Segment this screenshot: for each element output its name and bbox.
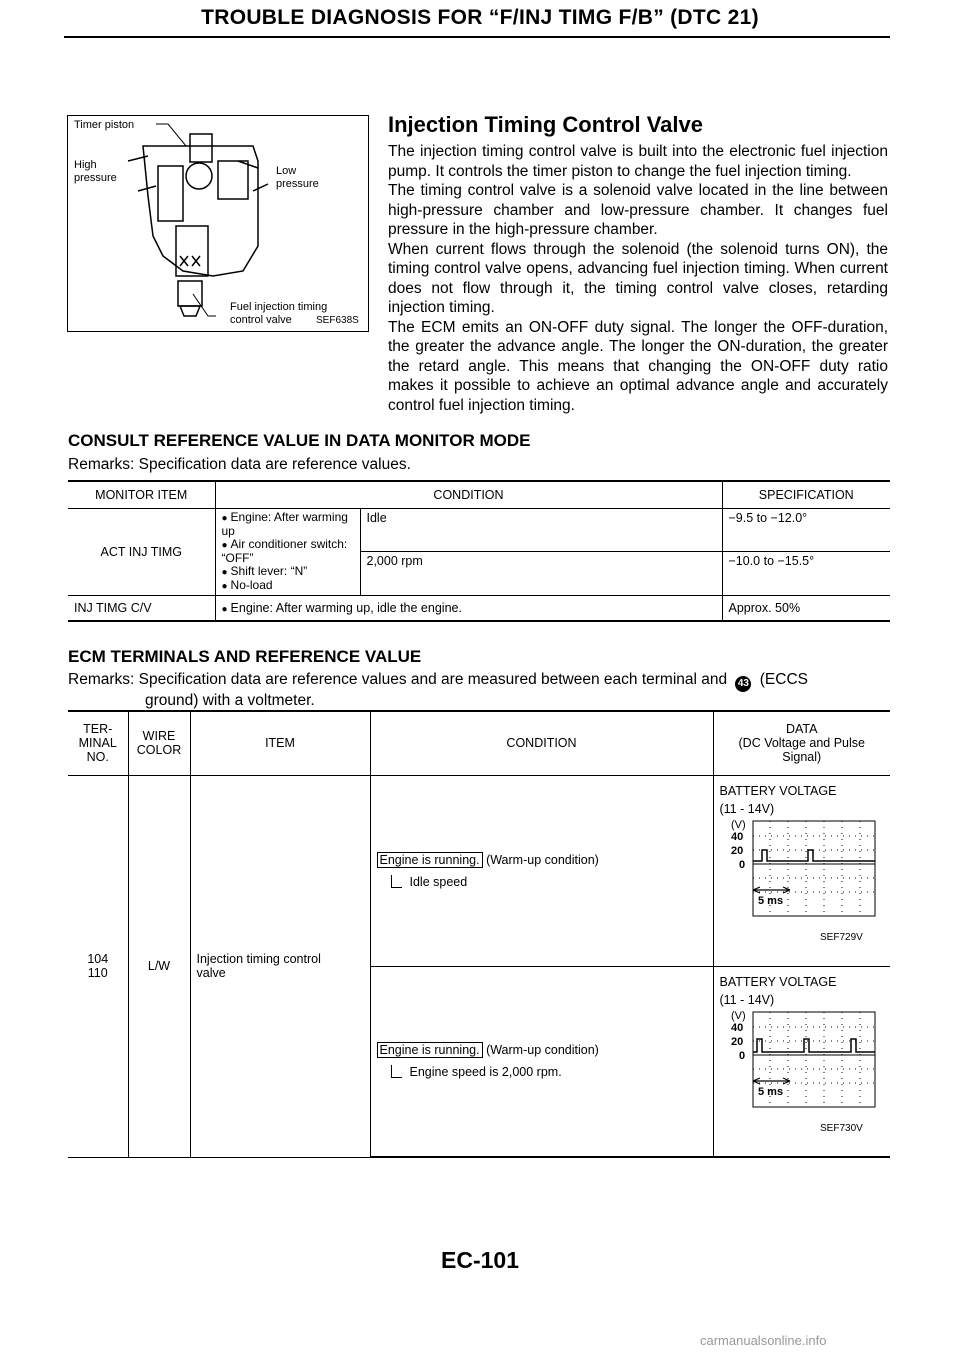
figure-label-fuel-1: Fuel injection timing	[230, 301, 328, 313]
ecm-remarks-text-2: (ECCS	[759, 671, 808, 688]
figure-label-fuel-2: control valve	[230, 314, 292, 326]
paragraph: The injection timing control valve is built into the electronic fuel injection pump. It controls the timer piston to change the fuel injection timing.	[388, 143, 888, 180]
col-header-specification: SPECIFICATION	[722, 481, 890, 508]
scope-code: SEF730V	[819, 1122, 863, 1134]
sub-condition-2000rpm: 2,000 rpm	[360, 552, 722, 596]
page-header-title: TROUBLE DIAGNOSIS FOR “F/INJ TIMG F/B” (DTC 21)	[201, 6, 759, 29]
spec-idle: −9.5 to −12.0°	[722, 508, 890, 552]
scope-unit: (V)	[730, 1009, 746, 1022]
act-inj-conditions	[215, 508, 360, 595]
section-title-injection-timing: Injection Timing Control Valve	[388, 112, 703, 137]
paragraph: The timing control valve is a solenoid valve located in the line between high-pressure chamber and low-pressure chamber. It changes fuel pressure in the high-pressure chamber.	[388, 182, 888, 238]
paragraph: When current flows through the solenoid (the solenoid turns ON), the timing control valve opens, advancing fuel injection timing. When current does not flow through it, the timing control valve closes, retarding injection timing.	[388, 240, 888, 316]
col-header-condition: CONDITION	[215, 481, 722, 508]
figure-label-timer-piston: Timer piston	[74, 119, 135, 131]
injection-pump-figure	[67, 115, 369, 332]
scope-y-40: 40	[730, 1021, 743, 1034]
scope-y-20: 20	[730, 844, 743, 857]
data-2000rpm: BATTERY VOLTAGE (11 - 14V) (V) 40 20 0 5 ms SEF730V	[713, 966, 890, 1157]
col-header-data: DATA (DC Voltage and Pulse Signal)	[713, 711, 890, 775]
condition-2000rpm: Engine is running. (Warm-up condition) Engine speed is 2,000 rpm.	[370, 966, 713, 1157]
paragraph: The ECM emits an ON-OFF duty signal. The longer the OFF-duration, the greater the advance angle. The longer the ON-duration, the greater the retard angle. This means that changing the ON-OFF duty ratio makes it possible to achieve an optimal advance angle and accurately control fuel injection timing.	[388, 318, 888, 414]
inj-timg-cv-condition: ● Engine: After warming up, idle the engine.	[215, 595, 722, 621]
data-idle: BATTERY VOLTAGE (11 - 14V) (V) 40 20 0 5 ms SEF729V	[713, 775, 890, 966]
consult-remarks: Remarks: Specification data are reference values.	[68, 456, 411, 473]
consult-table	[68, 480, 890, 622]
item-description: Injection timing control valve	[190, 775, 370, 1157]
condition-bullet: ● No-load	[222, 579, 354, 593]
spec-2000rpm: −10.0 to −15.5°	[722, 552, 890, 596]
section-body	[388, 142, 888, 415]
scope-y-20: 20	[730, 1035, 743, 1048]
col-header-monitor-item: MONITOR ITEM	[68, 481, 215, 508]
col-header-item: ITEM	[190, 711, 370, 775]
spec-inj-timg-cv: Approx. 50%	[722, 595, 890, 621]
scope-time-div: 5 ms	[757, 1085, 783, 1098]
figure-code: SEF638S	[316, 315, 359, 326]
sub-condition-idle: Idle	[360, 508, 722, 552]
ecm-remarks-text: Remarks: Specification data are reference values and are measured between each terminal and	[68, 671, 728, 688]
scope-code: SEF729V	[819, 931, 863, 943]
figure-label-low-1: Low	[276, 165, 297, 177]
col-header-condition: CONDITION	[370, 711, 713, 775]
terminal-ref-icon: 43	[735, 676, 751, 692]
scope-time-div: 5 ms	[757, 894, 783, 907]
condition-bullet: ● Air conditioner switch: “OFF”	[222, 538, 354, 565]
header-rule	[64, 36, 890, 38]
injection-pump-drawing	[68, 116, 368, 331]
oscilloscope-2000rpm	[720, 1007, 882, 1137]
monitor-item-act-inj-timg: ACT INJ TIMG	[68, 508, 215, 595]
terminal-numbers: 104 110	[68, 775, 128, 1157]
condition-bullet: ● Engine: After warming up	[222, 511, 354, 538]
scope-unit: (V)	[730, 818, 746, 831]
ecm-remarks	[68, 671, 890, 710]
state-box: Engine is running.	[377, 1042, 483, 1058]
page-number: EC-101	[441, 1247, 519, 1273]
figure-label-low-2: pressure	[276, 178, 319, 190]
wire-color: L/W	[128, 775, 190, 1157]
ecm-title: ECM TERMINALS AND REFERENCE VALUE	[68, 647, 422, 666]
figure-label-high-1: High	[74, 159, 97, 171]
state-box: Engine is running.	[377, 852, 483, 868]
figure-label-high-2: pressure	[74, 172, 117, 184]
col-header-terminal: TER- MINAL NO.	[68, 711, 128, 775]
consult-title: CONSULT REFERENCE VALUE IN DATA MONITOR MODE	[68, 431, 531, 450]
watermark: carmanualsonline.info	[700, 1333, 827, 1348]
col-header-wire-color: WIRE COLOR	[128, 711, 190, 775]
ecm-remarks-text-3: ground) with a voltmeter.	[145, 692, 315, 709]
scope-y-0: 0	[738, 1049, 745, 1062]
oscilloscope-idle	[720, 816, 882, 946]
scope-y-40: 40	[730, 830, 743, 843]
monitor-item-inj-timg-cv: INJ TIMG C/V	[68, 595, 215, 621]
scope-y-0: 0	[738, 858, 745, 871]
ecm-table	[68, 710, 890, 1158]
condition-bullet: ● Shift lever: “N”	[222, 565, 354, 579]
condition-idle: Engine is running. (Warm-up condition) Idle speed	[370, 775, 713, 966]
